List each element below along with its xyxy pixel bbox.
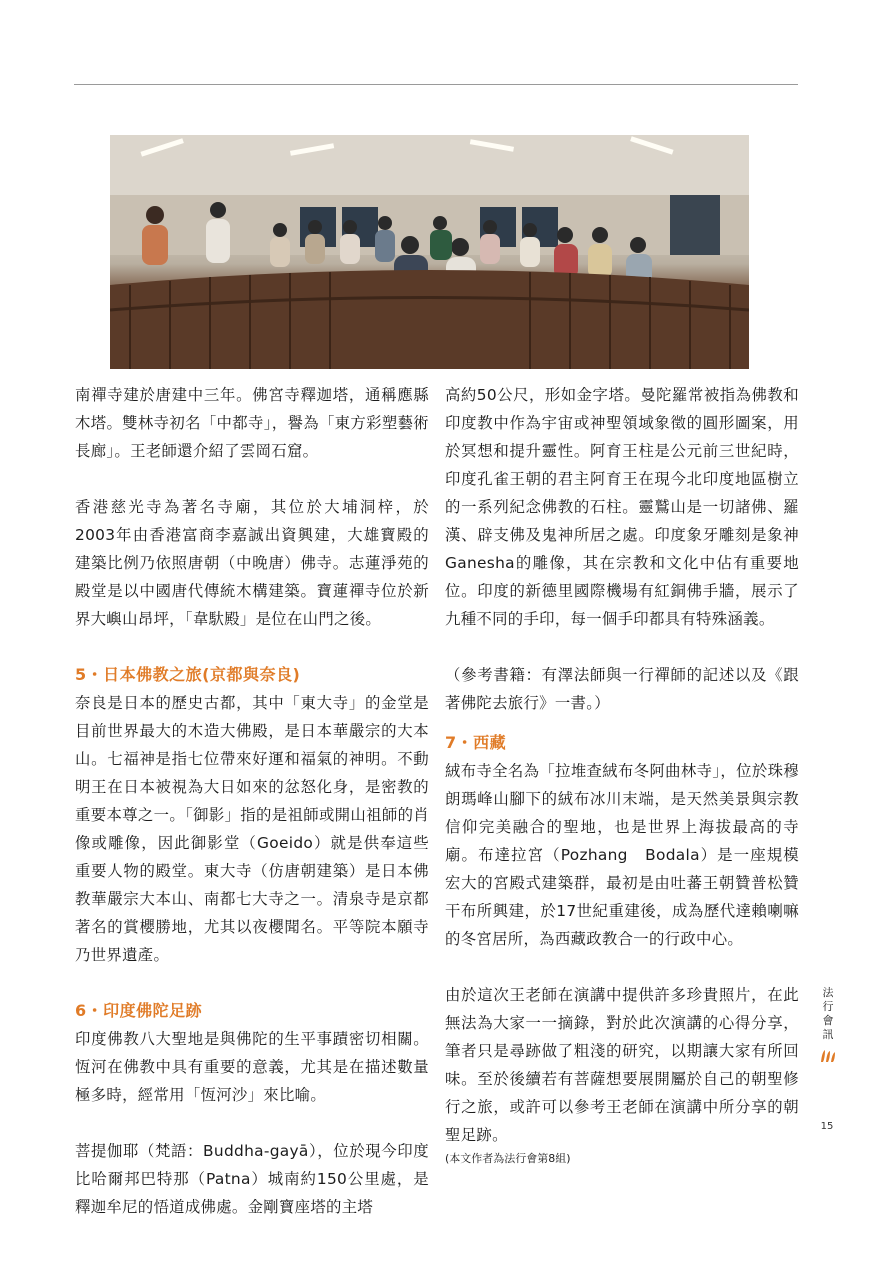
body-paragraph: 印度佛教八大聖地是與佛陀的生平事蹟密切相關。恆河在佛教中具有重要的意義，尤其是在描述數量極多時，經常用「恆河沙」來比喻。: [75, 1030, 429, 1104]
group-photo: [110, 135, 749, 369]
paragraph-gap: [75, 1109, 429, 1137]
body-paragraph: 菩提伽耶（梵語：Buddha-gayā），位於現今印度比哈爾邦巴特那（Patna）城南約150公里處，是釋迦牟尼的悟道成佛處。金剛寶座塔的主塔: [75, 1142, 429, 1216]
body-paragraph: 由於這次王老師在演講中提供許多珍貴照片，在此無法為大家一一摘錄，對於此次演講的心得分享，筆者只是尋跡做了粗淺的研究，以期讓大家有所回味。至於後續若有菩薩想要展開屬於自己的朝聖修行之旅，或許可以參考王老師在演講中所分享的朝聖足跡。: [445, 986, 799, 1144]
left-column: [75, 381, 429, 1221]
top-rule: [74, 84, 798, 85]
paragraph-gap: [75, 633, 429, 661]
body-paragraph: 奈良是日本的歷史古都，其中「東大寺」的金堂是目前世界最大的木造大佛殿，是日本華嚴宗的大本山。七福神是指七位帶來好運和福氣的神明。不動明王在日本被視為大日如來的忿怒化身，是密教的重要本尊之一。「御影」指的是祖師或開山祖師的肖像或雕像，因此御影堂（Goeido）就是供奉這些重要人物的殿堂。東大寺（仿唐朝建築）是日本佛教華嚴宗大本山、南都七大寺之一。清泉寺是京都著名的賞櫻勝地，尤其以夜櫻聞名。平等院本願寺乃世界遺產。: [75, 694, 429, 964]
magazine-name-text: 法 行 會 訊: [822, 986, 834, 1041]
section-heading: 5・日本佛教之旅(京都與奈良): [75, 665, 301, 684]
sidebar: [818, 986, 838, 1068]
heading-gap: [445, 717, 799, 729]
right-column: [445, 381, 799, 1169]
body-paragraph: （參考書籍：有澤法師與一行禪師的記述以及《跟著佛陀去旅行》一書。）: [445, 666, 799, 712]
body-paragraph: 絨布寺全名為「拉堆查絨布冬阿曲林寺」，位於珠穆朗瑪峰山腳下的絨布冰川末端，是天然美景與宗教信仰完美融合的聖地，也是世界上海拔最高的寺廟。布達拉宮（Pozhang Bodala）是一座規模宏大的宮殿式建築群，最初是由吐蕃王朝贊普松贊干布所興建，於17世紀重建後，成為歷代達賴喇嘛的冬宮居所，為西藏政教合一的行政中心。: [445, 762, 799, 948]
magazine-name: [818, 986, 838, 1042]
page-number: 15: [820, 1121, 834, 1132]
section-heading: 7・西藏: [445, 733, 507, 752]
paragraph-gap: [75, 969, 429, 997]
paragraph-gap: [75, 465, 429, 493]
body-paragraph: 香港慈光寺為著名寺廟，其位於大埔洞梓，於2003年由香港富商李嘉誠出資興建，大雄寶殿的建築比例乃依照唐朝（中晚唐）佛寺。志蓮淨苑的殿堂是以中國唐代傳統木構建築。寶蓮禪寺位於新界大嶼山昂坪，「韋馱殿」是位在山門之後。: [75, 498, 429, 628]
section-heading: 6・印度佛陀足跡: [75, 1001, 203, 1020]
paragraph-gap: [445, 953, 799, 981]
magazine-logo-icon: [819, 1048, 837, 1064]
paragraph-gap: [445, 633, 799, 661]
body-paragraph: 南禪寺建於唐建中三年。佛宮寺釋迦塔，通稱應縣木塔。雙林寺初名「中都寺」，譽為「東方彩塑藝術長廊」。王老師還介紹了雲岡石窟。: [75, 386, 429, 460]
author-note: (本文作者為法行會第8組): [445, 1152, 571, 1165]
body-paragraph: 高約50公尺，形如金字塔。曼陀羅常被指為佛教和印度教中作為宇宙或神聖領域象徵的圓形圖案，用於冥想和提升靈性。阿育王柱是公元前三世紀時，印度孔雀王朝的君主阿育王在現今北印度地區樹立的一系列紀念佛教的石柱。靈鷲山是一切諸佛、羅漢、辟支佛及鬼神所居之處。印度象牙雕刻是象神Ganesha的雕像，其在宗教和文化中佔有重要地位。印度的新德里國際機場有紅銅佛手牆，展示了九種不同的手印，每一個手印都具有特殊涵義。: [445, 386, 799, 628]
